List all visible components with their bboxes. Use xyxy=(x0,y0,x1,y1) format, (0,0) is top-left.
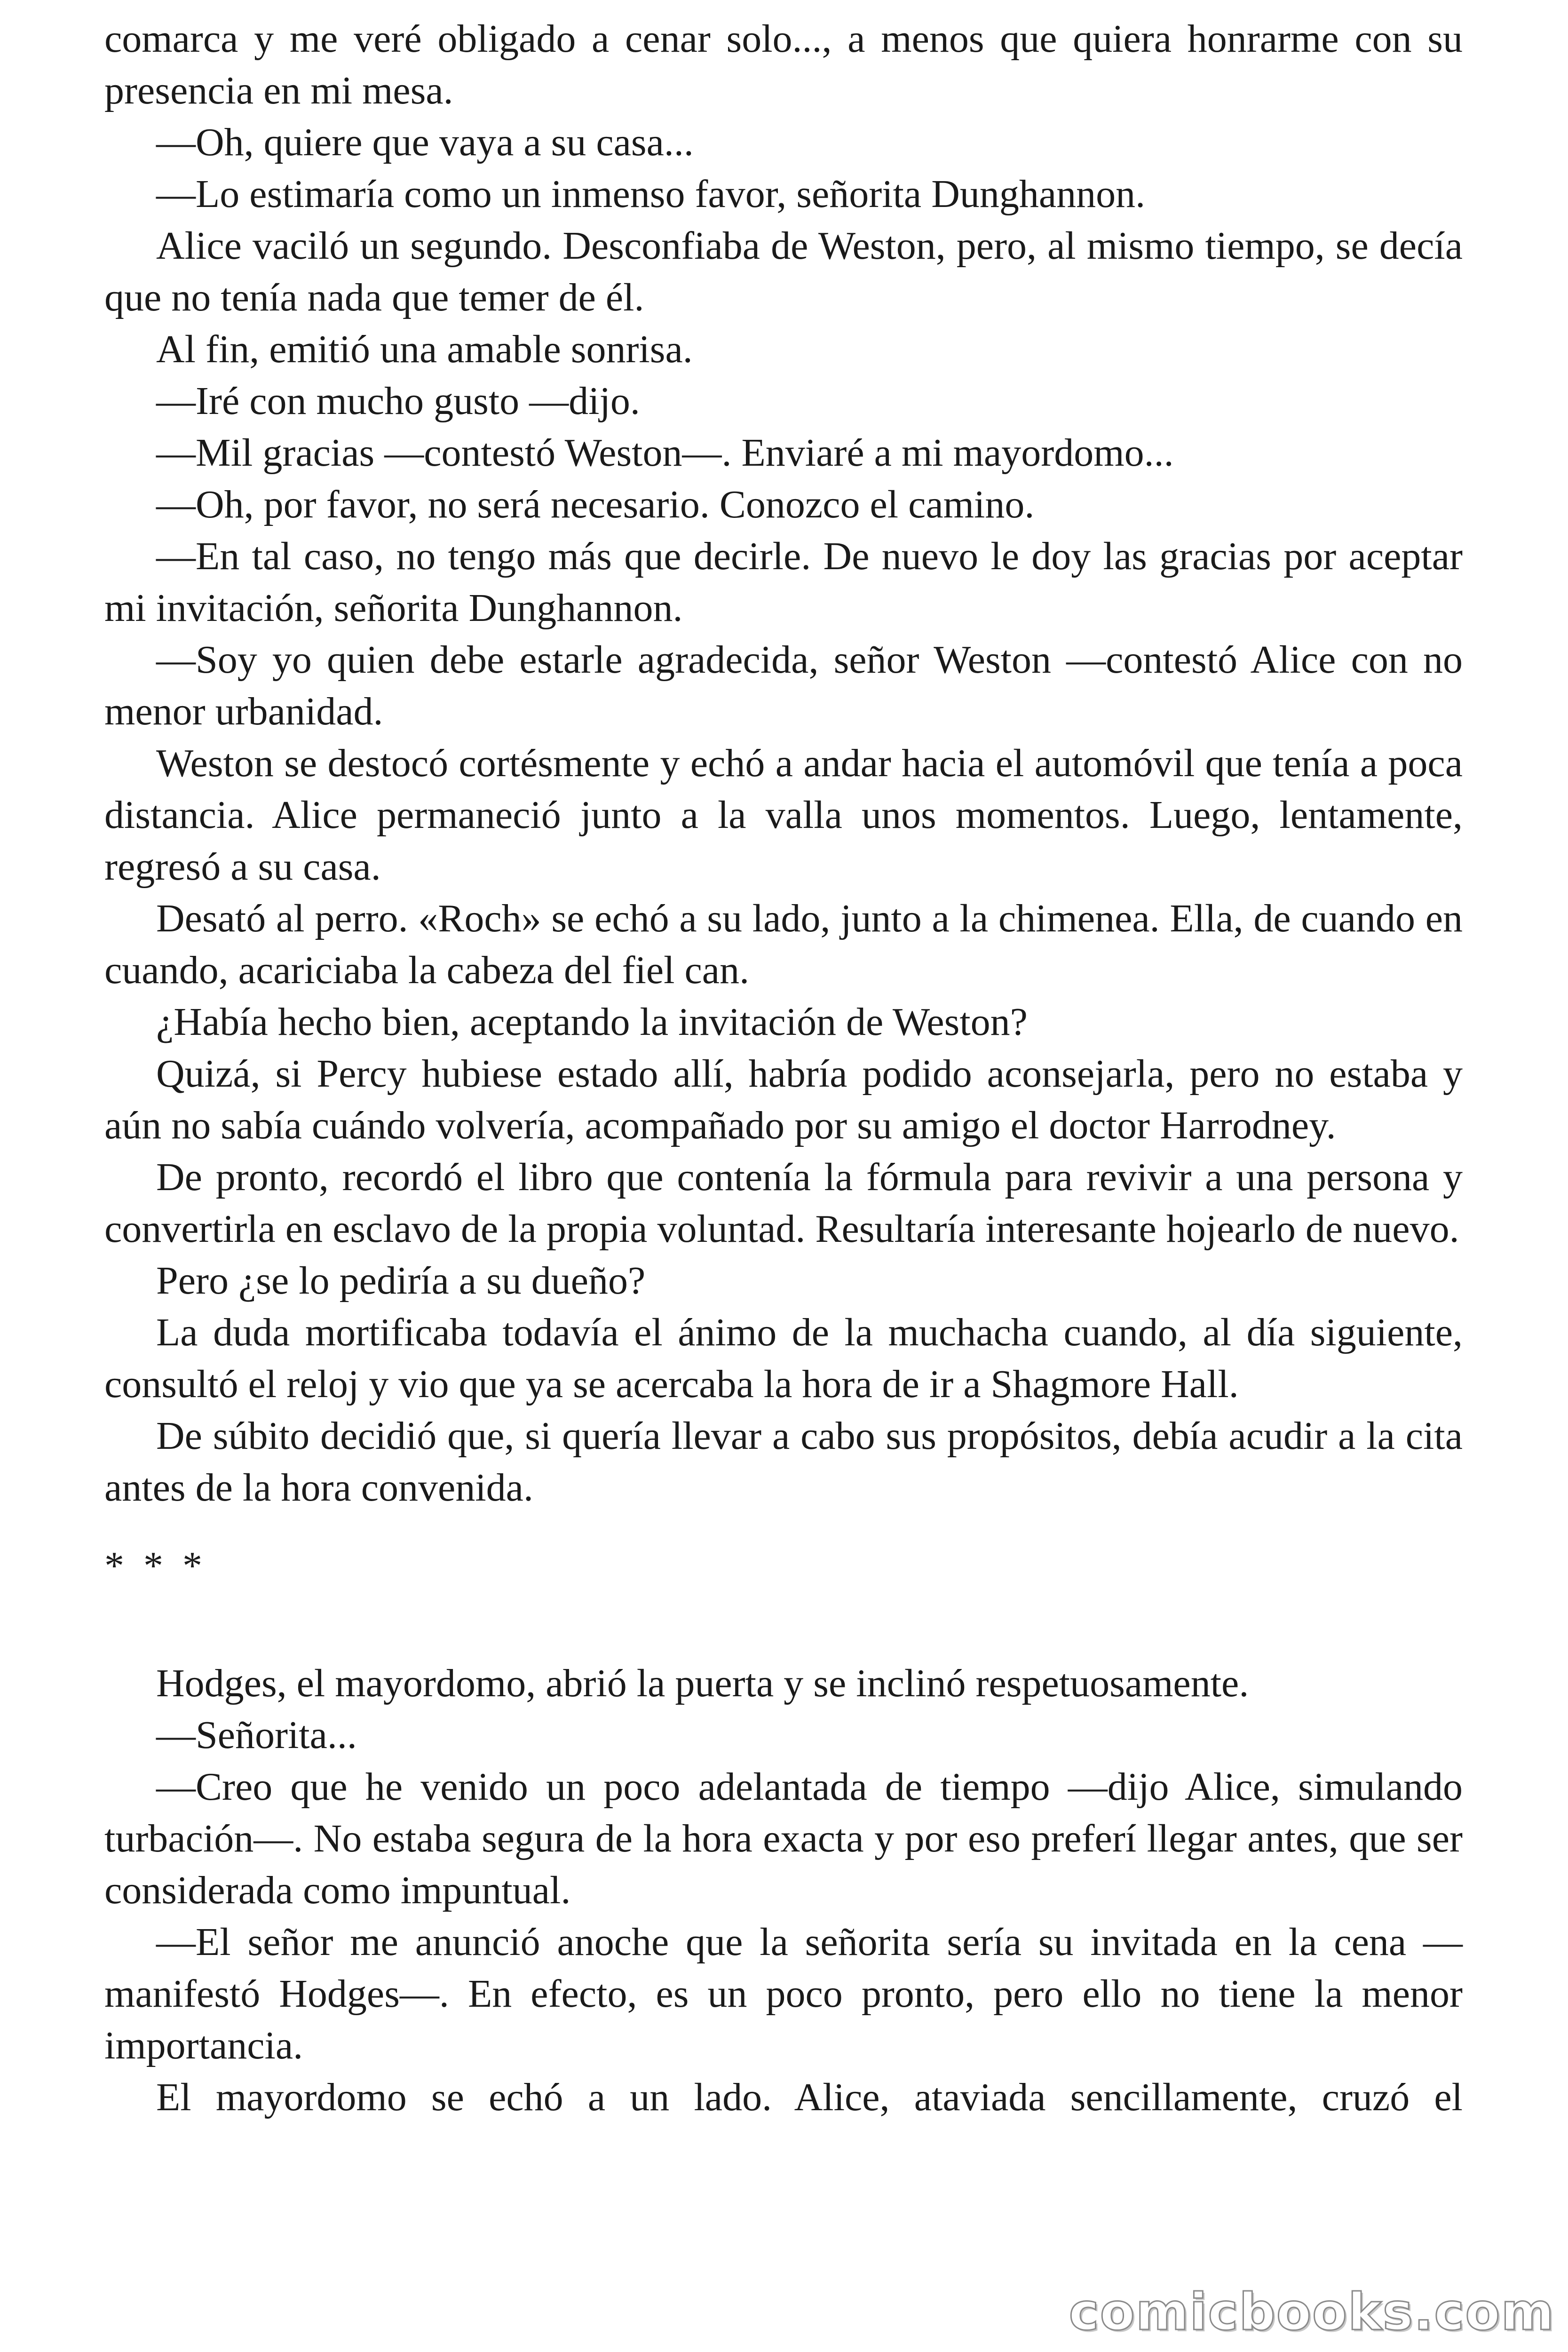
paragraph: —Señorita... xyxy=(156,1713,357,1757)
paragraph: —Oh, quiere que vaya a su casa... xyxy=(156,120,694,164)
paragraph: De pronto, recordó el libro que contenía la fórmula para revivir a una persona y convertirla en esclavo de la propia voluntad. Resultaría interesante hojearlo de nuevo. xyxy=(104,1155,1463,1251)
watermark: comicbooks.com xyxy=(1069,2283,1555,2342)
paragraph: —El señor me anunció anoche que la señorita sería su invitada en la cena —manifestó Hodges—. En efecto, es un poco pronto, pero ello no tiene la menor importancia. xyxy=(104,1920,1463,2067)
paragraph: comarca y me veré obligado a cenar solo..., a menos que quiera honrarme con su presencia en mi mesa. xyxy=(104,17,1463,112)
paragraph: El mayordomo se echó a un lado. Alice, ataviada sencillamente, cruzó el xyxy=(156,2075,1463,2119)
paragraph: ¿Había hecho bien, aceptando la invitación de Weston? xyxy=(156,1000,1028,1044)
paragraph: —Lo estimaría como un inmenso favor, señorita Dunghannon. xyxy=(156,172,1146,216)
paragraph: Weston se destocó cortésmente y echó a andar hacia el automóvil que tenía a poca distancia. Alice permaneció junto a la valla unos momentos. Luego, lentamente, regresó a su casa. xyxy=(104,741,1463,889)
paragraph: —Creo que he venido un poco adelantada de tiempo —dijo Alice, simulando turbación—. No estaba segura de la hora exacta y por eso preferí llegar antes, que ser considerada como impuntual. xyxy=(104,1765,1463,1912)
paragraph: Alice vaciló un segundo. Desconfiaba de Weston, pero, al mismo tiempo, se decía que no tenía nada que temer de él. xyxy=(104,224,1463,319)
paragraph: —Mil gracias —contestó Weston—. Enviaré a mi mayordomo... xyxy=(156,431,1174,475)
paragraph: La duda mortificaba todavía el ánimo de la muchacha cuando, al día siguiente, consultó el reloj y vio que ya se acercaba la hora de ir a Shagmore Hall. xyxy=(104,1311,1463,1406)
paragraph: De súbito decidió que, si quería llevar a cabo sus propósitos, debía acudir a la cita antes de la hora convenida. xyxy=(104,1414,1463,1510)
paragraph: —Iré con mucho gusto —dijo. xyxy=(156,379,640,423)
paragraph: —Oh, por favor, no será necesario. Conozco el camino. xyxy=(156,483,1035,526)
paragraph: Quizá, si Percy hubiese estado allí, habría podido aconsejarla, pero no estaba y aún no sabía cuándo volvería, acompañado por su amigo el doctor Harrodney. xyxy=(104,1052,1463,1147)
section-separator: * * * xyxy=(104,1544,207,1588)
paragraph: Hodges, el mayordomo, abrió la puerta y se inclinó respetuosamente. xyxy=(156,1661,1249,1705)
paragraph: Desató al perro. «Roch» se echó a su lado, junto a la chimenea. Ella, de cuando en cuando, acariciaba la cabeza del fiel can. xyxy=(104,897,1463,992)
text-column xyxy=(104,13,1463,2123)
paragraph: Al fin, emitió una amable sonrisa. xyxy=(156,327,693,371)
paragraph: —En tal caso, no tengo más que decirle. De nuevo le doy las gracias por aceptar mi invitación, señorita Dunghannon. xyxy=(104,534,1463,630)
paragraph: —Soy yo quien debe estarle agradecida, señor Weston —contestó Alice con no menor urbanidad. xyxy=(104,638,1463,733)
paragraph: Pero ¿se lo pediría a su dueño? xyxy=(156,1259,646,1303)
